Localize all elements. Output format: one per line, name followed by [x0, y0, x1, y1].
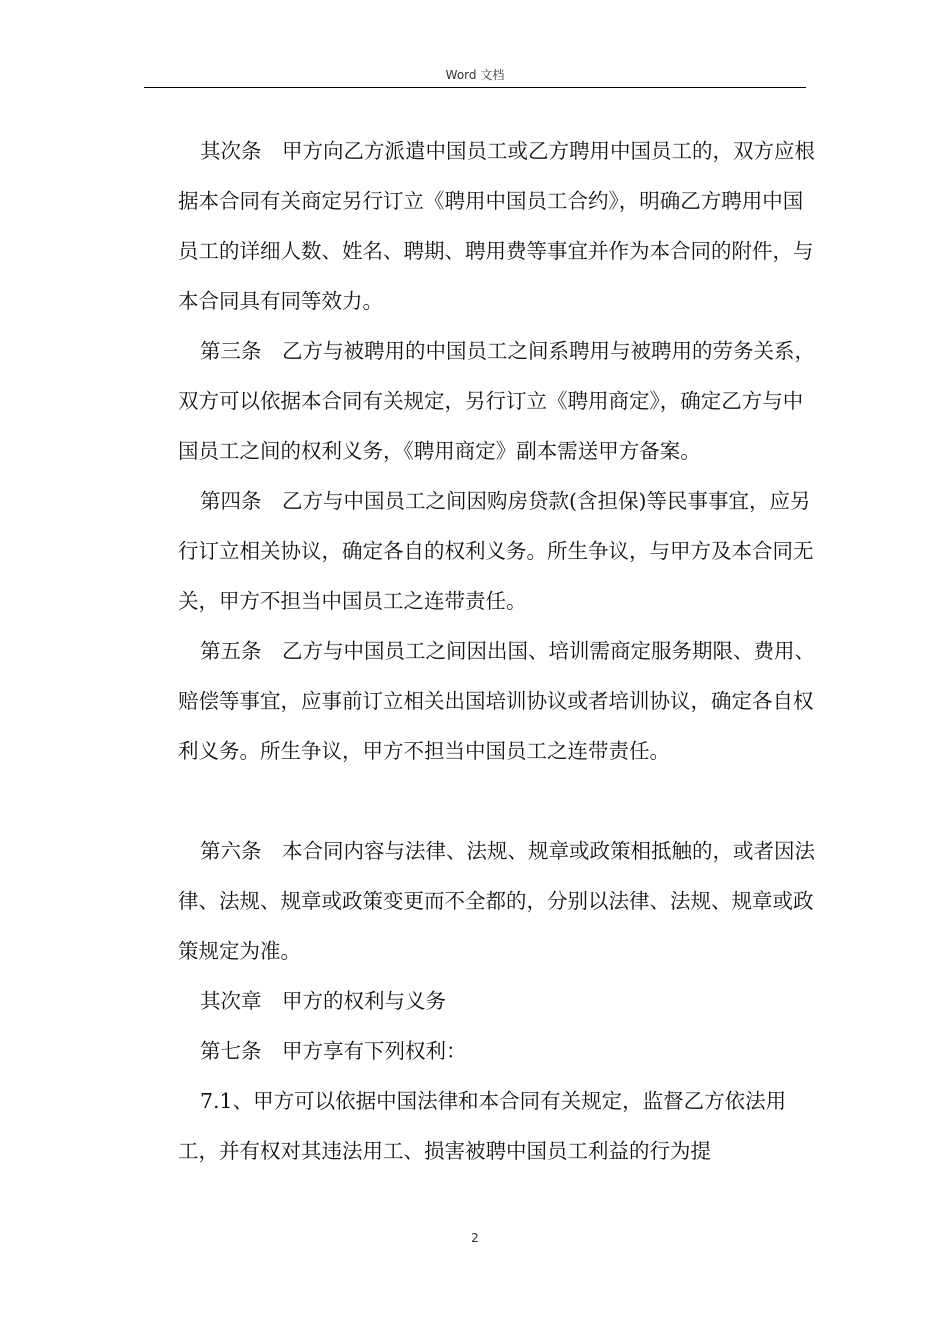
paragraph-spacer [178, 776, 818, 826]
article-7-paragraph: 第七条 甲方享有下列权利： [200, 1039, 467, 1063]
article-6-paragraph: 第六条 本合同内容与法律、法规、规章或政策相抵触的，或者因法律、法规、规章或政策变更而不全都的，分别以法律、法规、规章或政策规定为准。 [178, 839, 815, 963]
page-header: Word 文档 [445, 68, 505, 82]
article-4-paragraph: 第四条 乙方与中国员工之间因购房贷款(含担保)等民事事宜，应另行订立相关协议，确定各自的权利义务。所生争议，与甲方及本合同无关，甲方不担当中国员工之连带责任。 [178, 489, 814, 613]
article-3-paragraph: 第三条 乙方与被聘用的中国员工之间系聘用与被聘用的劳务关系，双方可以依据本合同有关规定，另行订立《聘用商定》，确定乙方与中国员工之间的权利义务，《聘用商定》副本需送甲方备案。 [178, 339, 815, 463]
chapter-2-heading: 其次章 甲方的权利与义务 [200, 989, 446, 1013]
article-5-paragraph: 第五条 乙方与中国员工之间因出国、培训需商定服务期限、费用、赔偿等事宜，应事前订立相关出国培训协议或者培训协议，确定各自权利义务。所生争议，甲方不担当中国员工之连带责任。 [178, 639, 815, 763]
page-number: 2 [471, 1231, 479, 1245]
header-divider [144, 87, 806, 88]
article-2-paragraph: 其次条 甲方向乙方派遣中国员工或乙方聘用中国员工的，双方应根据本合同有关商定另行订立《聘用中国员工合约》，明确乙方聘用中国员工的详细人数、姓名、聘期、聘用费等事宜并作为本合同的附件，与本合同具有同等效力。 [178, 139, 815, 313]
document-body [178, 126, 818, 1176]
clause-7-1-paragraph: 7.1、甲方可以依据中国法律和本合同有关规定，监督乙方依法用工，并有权对其违法用工、损害被聘中国员工利益的行为提 [178, 1089, 787, 1163]
